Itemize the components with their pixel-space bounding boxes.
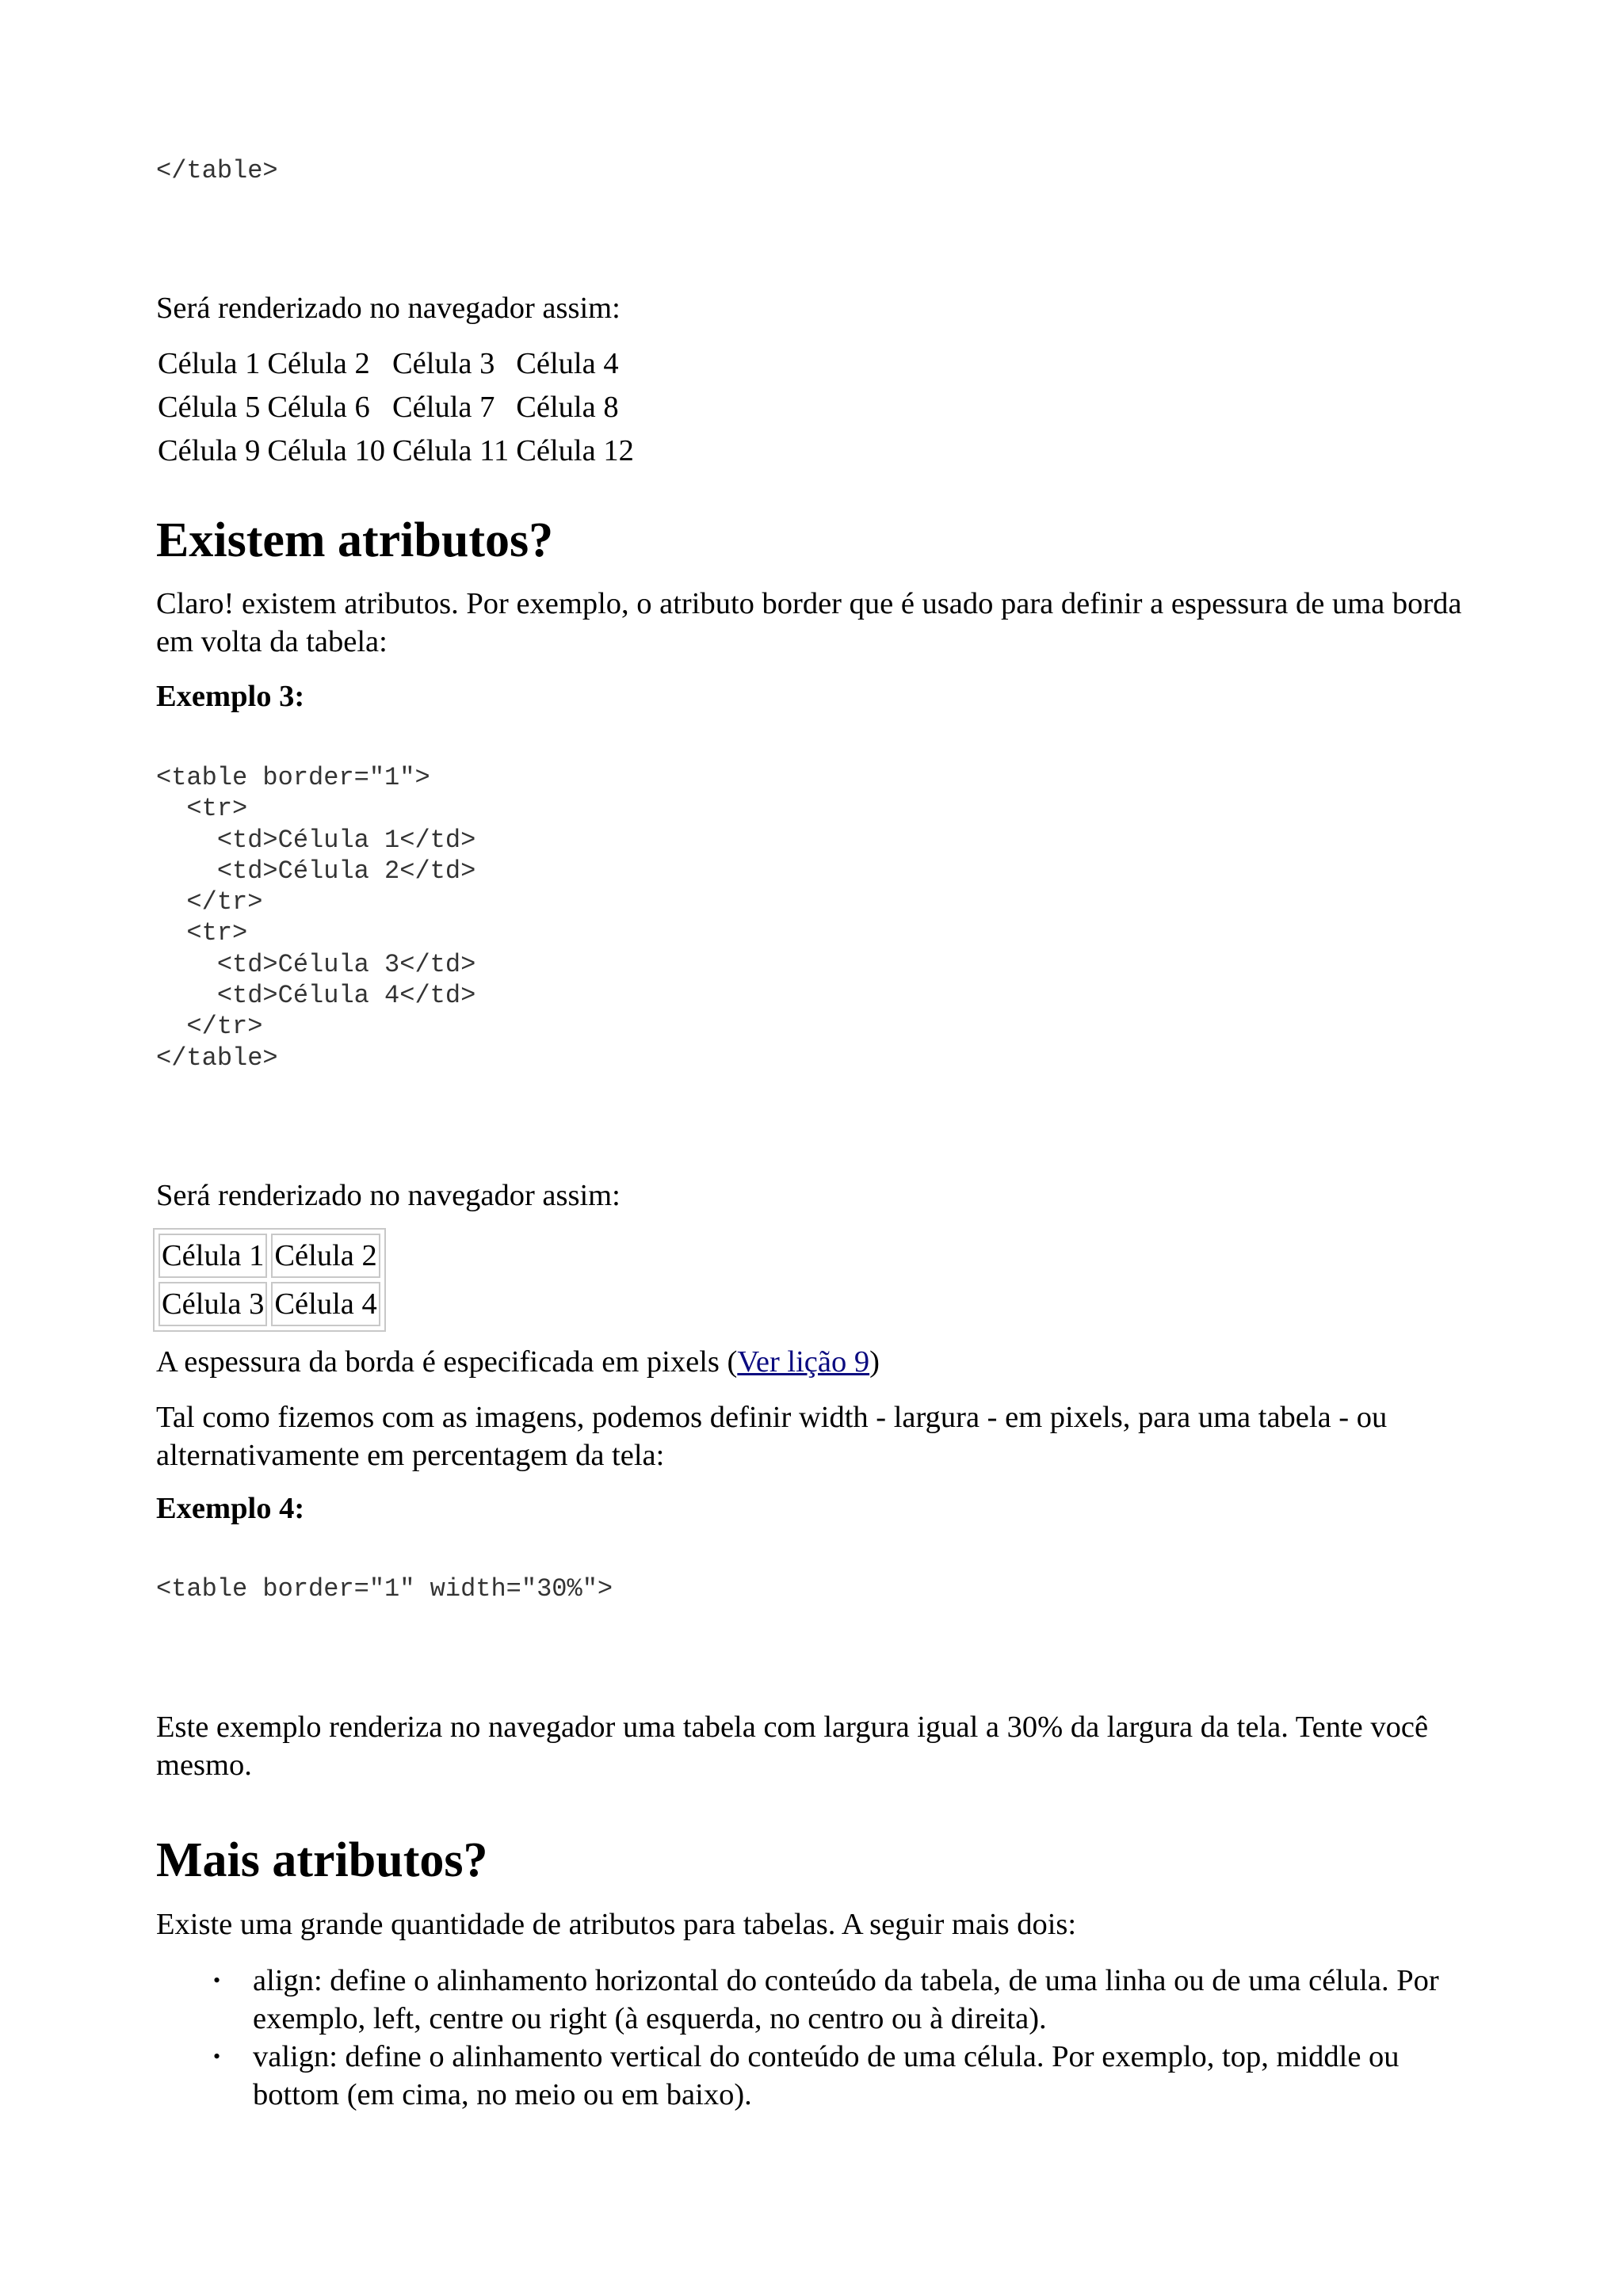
table-cell: Célula 1 — [158, 1234, 267, 1278]
example4-code: <table border="1" width="30%"> — [156, 1574, 613, 1604]
example3-label: Exemplo 3: — [156, 680, 305, 713]
table-cell: Célula 6 — [267, 391, 370, 424]
table-cell: Célula 10 — [267, 434, 385, 467]
table-row — [156, 344, 636, 383]
code-tail: </table> — [156, 156, 278, 185]
section1-paragraph: Claro! existem atributos. Por exemplo, o atributo border que é usado para definir a espessura de uma borda em volta da tabela: — [156, 587, 1462, 658]
lesson-9-link[interactable]: Ver lição 9 — [737, 1345, 870, 1379]
section-heading-mais: Mais atributos? — [156, 1833, 488, 1887]
table-cell: Célula 4 — [516, 347, 619, 380]
rendered-table-2 — [153, 1228, 386, 1332]
section-heading-existem: Existem atributos? — [156, 513, 554, 567]
table-cell: Célula 2 — [267, 347, 370, 380]
example3-code: <table border="1"> <tr> <td>Célula 1</td> <td>Célula 2</td> </tr> <tr> <td>Célula 3</td> <td>Célula 4</td> </tr> </table> — [156, 763, 476, 1073]
table-cell: Célula 9 — [158, 434, 261, 467]
table-cell: Célula 3 — [158, 1282, 267, 1326]
example4-result: Este exemplo renderiza no navegador uma tabela com largura igual a 30% da largura da tela. Tente você mesmo. — [156, 1711, 1429, 1782]
border-text-before: A espessura da borda é especificada em pixels ( — [156, 1345, 738, 1379]
table-row — [156, 431, 636, 471]
list-item: • align: define o alinhamento horizontal do conteúdo da tabela, de uma linha ou de uma célula. Por exemplo, left, centre ou right (à esquerda, no centro ou à direita). — [253, 1962, 1472, 2038]
rendered-intro-2: Será renderizado no navegador assim: — [156, 1179, 621, 1212]
border-text-after: ) — [869, 1345, 880, 1379]
rendered-intro-1: Será renderizado no navegador assim: — [156, 292, 621, 325]
list-item: • valign: define o alinhamento vertical do conteúdo de uma célula. Por exemplo, top, middle ou bottom (em cima, no meio ou em baixo). — [253, 2038, 1472, 2114]
table-cell: Célula 7 — [392, 391, 495, 424]
width-paragraph: Tal como fizemos com as imagens, podemos definir width - largura - em pixels, para uma tabela - ou alternativamente em percentagem da tela: — [156, 1401, 1388, 1472]
table-row — [156, 387, 636, 427]
table-row — [158, 1234, 380, 1278]
rendered-table-1 — [152, 340, 640, 475]
attributes-list — [156, 1962, 1472, 2114]
table-cell: Célula 11 — [392, 434, 510, 467]
table-cell: Célula 1 — [158, 347, 261, 380]
table-cell: Célula 8 — [516, 391, 619, 424]
table-cell: Célula 3 — [392, 347, 495, 380]
table-cell: Célula 4 — [271, 1282, 380, 1326]
table-cell: Célula 2 — [271, 1234, 380, 1278]
section2-paragraph: Existe uma grande quantidade de atributos para tabelas. A seguir mais dois: — [156, 1908, 1077, 1941]
border-paragraph — [156, 1343, 880, 1381]
example4-label: Exemplo 4: — [156, 1492, 305, 1525]
table-row — [158, 1282, 380, 1326]
table-cell: Célula 5 — [158, 391, 261, 424]
table-cell: Célula 12 — [516, 434, 634, 467]
